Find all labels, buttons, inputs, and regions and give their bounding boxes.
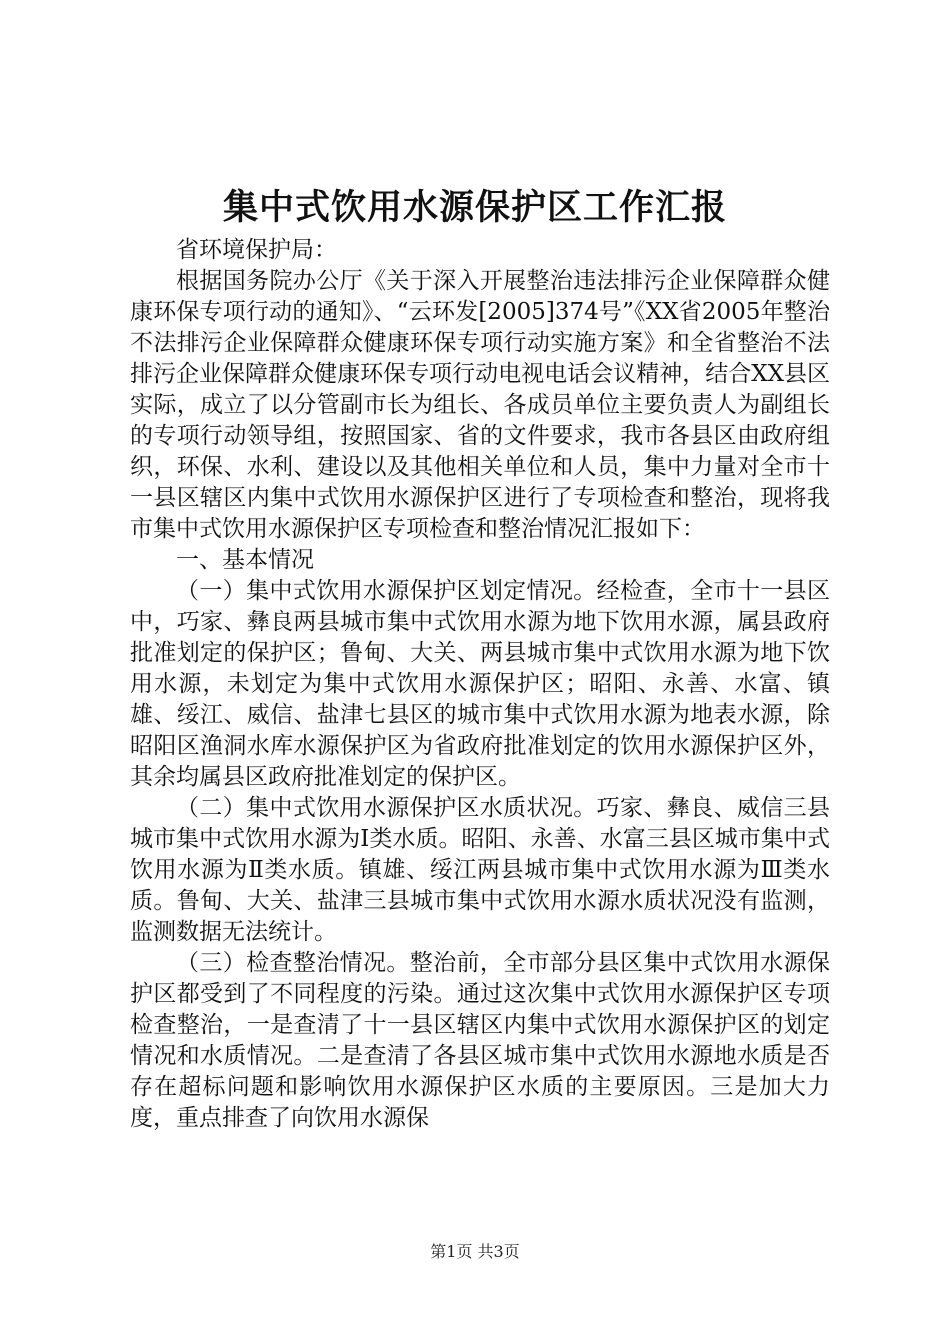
document-body <box>130 235 830 1134</box>
item-paragraph-2: （二）集中式饮用水源保护区水质状况。巧家、彝良、威信三县城市集中式饮用水源为Ⅰ类水质。昭阳、永善、水富三县区城市集中式饮用水源为Ⅱ类水质。镇雄、绥江两县城市集中式饮用水源为Ⅲ类水质。鲁甸、大关、盐津三县城市集中式饮用水源水质状况没有监测，监测数据无法统计。 <box>130 795 830 945</box>
page-footer: 第1页 共3页 <box>430 1242 520 1261</box>
section-heading-basic: 一、基本情况 <box>176 547 314 573</box>
document-title: 集中式饮用水源保护区工作汇报 <box>222 187 727 228</box>
item-paragraph-3: （三）检查整治情况。整治前，全市部分县区集中式饮用水源保护区都受到了不同程度的污染。通过这次集中式饮用水源保护区专项检查整治，一是查清了十一县区辖区内集中式饮用水源保护区的划定情况和水质情况。二是查清了各县区城市集中式饮用水源地水质是否存在超标问题和影响饮用水源保护区水质的主要原因。三是加大力度，重点排查了向饮用水源保 <box>130 950 830 1131</box>
item-paragraph-1: （一）集中式饮用水源保护区划定情况。经检查，全市十一县区中，巧家、彝良两县城市集中式饮用水源为地下饮用水源，属县政府批准划定的保护区；鲁甸、大关、两县城市集中式饮用水源为地下饮用水源，未划定为集中式饮用水源保护区；昭阳、永善、水富、镇雄、绥江、威信、盐津七县区的城市集中式饮用水源为地表水源，除昭阳区渔洞水库水源保护区为省政府批准划定的饮用水源保护区外，其余均属县区政府批准划定的保护区。 <box>130 578 830 790</box>
intro-paragraph: 根据国务院办公厅《关于深入开展整治违法排污企业保障群众健康环保专项行动的通知》、“云环发[2005]374号”《XX省2005年整治不法排污企业保障群众健康环保专项行动实施方案》和全省整治不法排污企业保障群众健康环保专项行动电视电话会议精神，结合XX县区实际，成立了以分管副市长为组长、各成员单位主要负责人为副组长的专项行动领导组，按照国家、省的文件要求，我市各县区由政府组织，环保、水利、建设以及其他相关单位和人员，集中力量对全市十一县区辖区内集中式饮用水源保护区进行了专项检查和整治，现将我市集中式饮用水源保护区专项检查和整治情况汇报如下： <box>130 268 830 542</box>
salutation: 省环境保护局： <box>176 237 337 263</box>
